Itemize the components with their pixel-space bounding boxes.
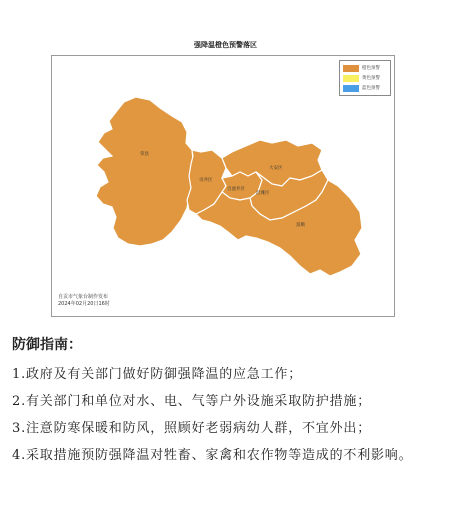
legend-swatch-orange [343, 65, 359, 72]
guide-item-1: 1.政府及有关部门做好防御强降温的应急工作； [12, 367, 303, 382]
region-label-yantan: 沿滩区 [256, 191, 270, 196]
guide-item-2: 2.有关部门和单位对水、电、气等户外设施采取防护措施； [12, 394, 372, 409]
legend-item-orange [343, 63, 387, 73]
region-label-daan: 大安区 [269, 166, 283, 171]
legend-label-yellow: 黄色预警 [362, 76, 380, 81]
region-label-gongjing: 贡井区 [199, 178, 213, 183]
region-label-ziliujing: 自流井区 [227, 187, 245, 192]
map-issue-time: 2024年02月20日16时 [58, 301, 110, 307]
legend-swatch-yellow [343, 75, 359, 82]
legend-item-blue [343, 83, 387, 93]
legend-swatch-blue [343, 85, 359, 92]
region-rongxian [96, 97, 193, 246]
map-title: 强降温橙色预警落区 [194, 41, 257, 49]
guide-item-4: 4.采取措施预防强降温对牲畜、家禽和农作物等造成的不利影响。 [12, 448, 413, 463]
legend-item-yellow [343, 73, 387, 83]
region-label-fushun: 富顺 [296, 223, 305, 228]
guide-title: 防御指南： [12, 337, 82, 353]
map-publisher-block [58, 294, 110, 308]
defense-guide [12, 334, 444, 469]
legend-label-orange: 橙色预警 [362, 66, 380, 71]
map-legend [339, 60, 391, 96]
legend-label-blue: 蓝色预警 [362, 86, 380, 91]
map-publisher: 自贡市气象台制作发布 [58, 294, 109, 300]
region-label-rongxian: 荣县 [140, 152, 149, 157]
guide-item-3: 3.注意防寒保暖和防风，照顾好老弱病幼人群，不宜外出； [12, 421, 372, 436]
